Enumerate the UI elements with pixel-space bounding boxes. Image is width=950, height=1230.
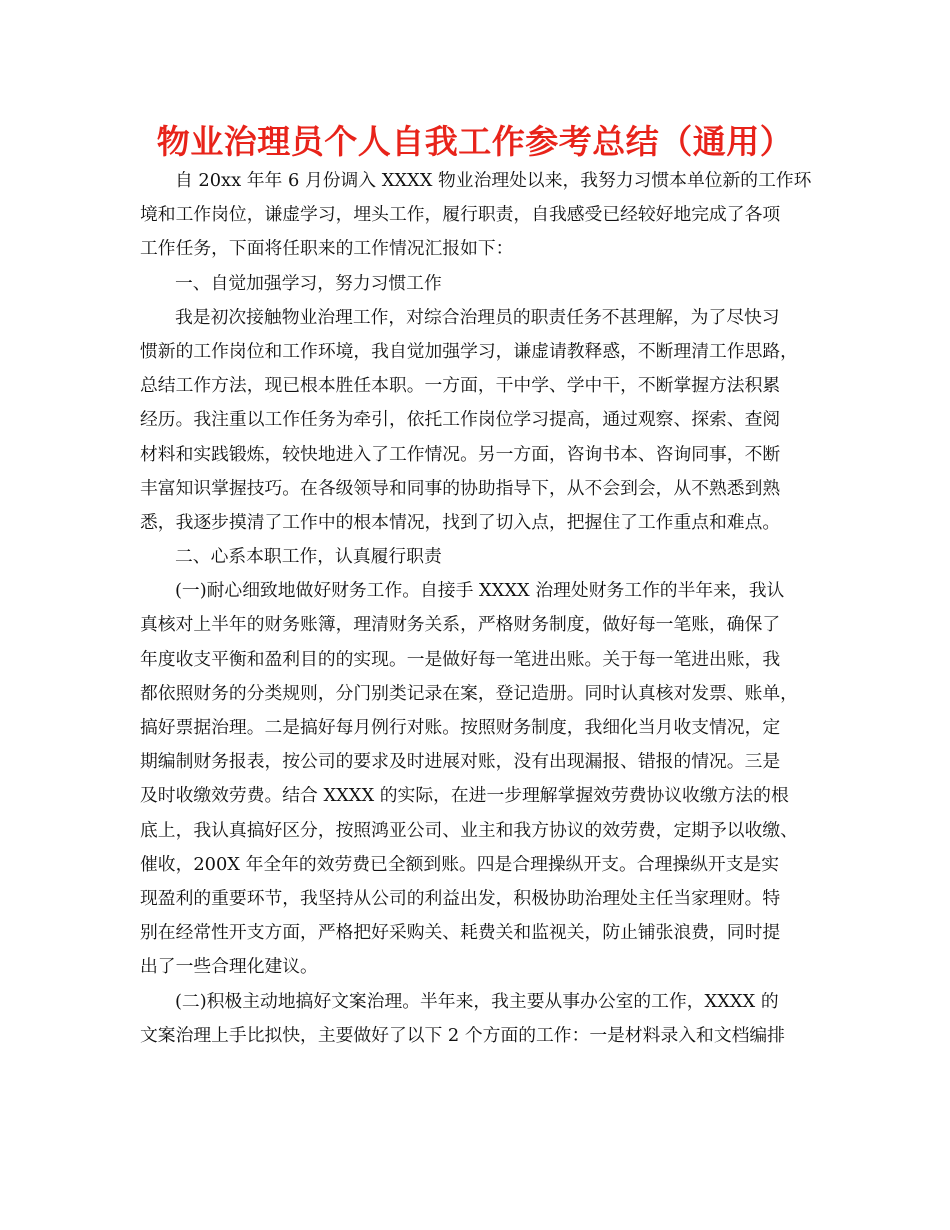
paragraph-line: 自 20xx 年年 6 月份调入 XXXX 物业治理处以来，我努力习惯本单位新的工作环 — [175, 170, 812, 191]
document-body — [0, 164, 950, 1053]
paragraph-line: 总结工作方法，现已根本胜任本职。一方面，干中学、学中干，不断掌握方法积累 — [140, 375, 781, 397]
paragraph-line: 搞好票据治理。二是搞好每月例行对账。按照财务制度，我细化当月收支情况，定 — [140, 717, 781, 738]
paragraph-line: 境和工作岗位，谦虚学习，埋头工作，履行职责，自我感受已经较好地完成了各项 — [140, 204, 781, 226]
paragraph-line: 材料和实践锻炼，较快地进入了工作情况。另一方面，咨询书本、咨询同事，不断 — [140, 443, 781, 465]
paragraph-line: 现盈利的重要环节，我坚持从公司的利益出发，积极协助治理处主任当家理财。特 — [140, 887, 781, 909]
paragraph-line: 及时收缴效劳费。结合 XXXX 的实际，在进一步理解掌握效劳费协议收缴方法的根 — [140, 785, 789, 807]
paragraph-line: 底上，我认真搞好区分，按照鸿亚公司、业主和我方协议的效劳费，定期予以收缴、 — [140, 819, 798, 841]
section-heading: 一、自觉加强学习，努力习惯工作 — [175, 272, 442, 294]
paragraph-line: 文案治理上手比拟快，主要做好了以下 2 个方面的工作：一是材料录入和文档编排 — [140, 1024, 785, 1046]
paragraph-line: 经历。我注重以工作任务为牵引，依托工作岗位学习提高，通过观察、探索、查阅 — [140, 409, 781, 431]
paragraph-line: 都依照财务的分类规则，分门别类记录在案，登记造册。同时认真核对发票、账单， — [140, 682, 798, 704]
paragraph-line: 年度收支平衡和盈利目的的实现。一是做好每一笔进出账。关于每一笔进出账，我 — [140, 648, 781, 670]
paragraph-line: 悉，我逐步摸清了工作中的根本情况，找到了切入点，把握住了工作重点和难点。 — [140, 511, 781, 533]
paragraph-line: 我是初次接触物业治理工作，对综合治理员的职责任务不甚理解，为了尽快习 — [175, 306, 780, 328]
paragraph-line: 惯新的工作岗位和工作环境，我自觉加强学习，谦虚请教释惑，不断理清工作思路， — [140, 340, 798, 362]
section-heading: 二、心系本职工作，认真履行职责 — [175, 546, 442, 568]
paragraph-line: 催收，200X 年全年的效劳费已全额到账。四是合理操纵开支。合理操纵开支是实 — [140, 853, 780, 875]
paragraph-line: 别在经常性开支方面，严格把好采购关、耗费关和监视关，防止铺张浪费，同时提 — [140, 922, 781, 944]
paragraph-line: 工作任务，下面将任职来的工作情况汇报如下： — [140, 238, 514, 260]
paragraph-line: (一)耐心细致地做好财务工作。自接手 XXXX 治理处财务工作的半年来，我认 — [175, 580, 785, 602]
document-title: 物业治理员个人自我工作参考总结（通用） — [156, 122, 794, 161]
paragraph-line: (二)积极主动地搞好文案治理。半年来，我主要从事办公室的工作，XXXX 的 — [175, 990, 779, 1012]
paragraph-line: 真核对上半年的财务账簿，理清财务关系，严格财务制度，做好每一笔账，确保了 — [140, 614, 781, 636]
paragraph-line: 出了一些合理化建议。 — [140, 956, 318, 978]
paragraph-line: 丰富知识掌握技巧。在各级领导和同事的协助指导下，从不会到会，从不熟悉到熟 — [140, 477, 781, 499]
paragraph-line: 期编制财务报表，按公司的要求及时进展对账，没有出现漏报、错报的情况。三是 — [140, 751, 781, 773]
